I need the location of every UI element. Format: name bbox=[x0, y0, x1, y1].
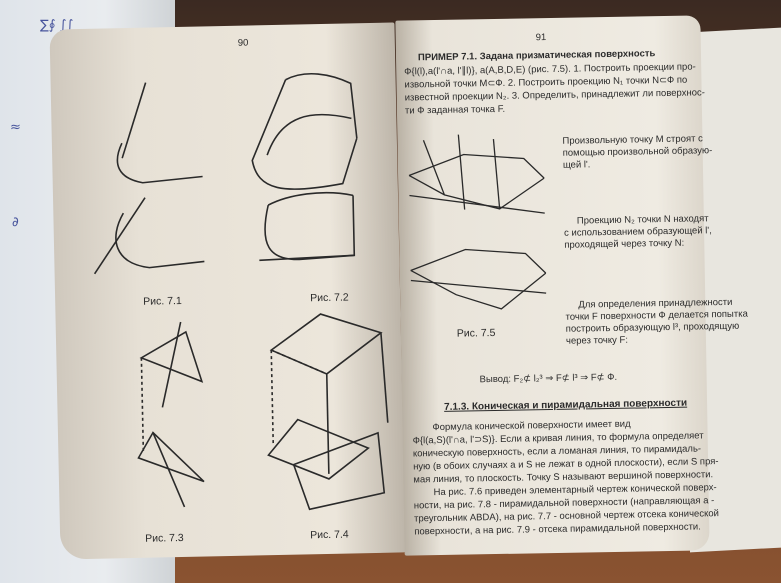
text-line-6: помощью произвольной образую- bbox=[562, 145, 713, 159]
text-line-20: ную (в обоих случаях a и S не лежат в одной плоскости), если S пря- bbox=[413, 456, 719, 473]
open-book bbox=[55, 18, 748, 558]
text-line-7: щей l'. bbox=[562, 159, 591, 171]
text-line-22: На рис. 7.6 приведен элементарный чертеж конической поверх- bbox=[433, 482, 717, 499]
handwritten-paper: ∑∮ ∫∫ ≈ ∂ bbox=[0, 0, 175, 583]
text-line-12: точки F поверхности Ф делается попытка bbox=[565, 308, 748, 323]
text-line-11: Для определения принадлежности bbox=[578, 296, 733, 311]
left-page-drawings bbox=[49, 22, 405, 559]
caption-fig-7-3: Рис. 7.3 bbox=[145, 531, 184, 545]
caption-fig-7-1: Рис. 7.1 bbox=[143, 294, 182, 308]
text-line-5: Произвольную точку M строят с bbox=[562, 133, 703, 147]
section-heading: 7.1.3. Коническая и пирамидальная поверхности bbox=[444, 397, 688, 413]
right-page-number: 91 bbox=[535, 32, 547, 44]
left-page bbox=[49, 22, 405, 559]
text-line-17: Формула конической поверхности имеет вид bbox=[432, 418, 631, 434]
text-line-18: Ф{l(a,S)(l'∩a, l'⊃S)}. Если a кривая линия, то формула определяет bbox=[412, 430, 704, 447]
conclusion-line: Вывод: F₂⊄ l₂³ ⇒ F⊄ l³ ⇒ F⊄ Ф. bbox=[479, 371, 618, 386]
caption-fig-7-2: Рис. 7.2 bbox=[310, 291, 349, 305]
right-page bbox=[395, 15, 748, 555]
text-line-8: Проекцию N₂ точки N находят bbox=[576, 213, 709, 227]
figure-7-5 bbox=[403, 118, 557, 351]
text-line-21: мая линия, то плоскость. Точку S называют вершиной поверхности. bbox=[413, 469, 714, 486]
text-line-3: известной проекции N₂. 3. Определить, принадлежит ли поверхнос- bbox=[404, 87, 705, 104]
text-line-23: ности, на рис. 7.8 - пирамидальной поверхности (направляющая a - bbox=[413, 495, 715, 512]
text-line-19: коническую поверхность, если a ломаная линия, то пирамидаль- bbox=[412, 443, 702, 460]
example-heading: ПРИМЕР 7.1. Задана призматическая поверхность bbox=[417, 48, 656, 64]
text-line-13: построить образующую l³, проходящую bbox=[565, 320, 740, 335]
text-line-24: треугольник ABDA), на рис. 7.7 - основной чертеж отсека конической bbox=[413, 508, 719, 525]
text-line-2: извольной точки M⊂Ф. 2. Построить проекцию N₁ точки N⊂Ф по bbox=[404, 74, 688, 91]
text-line-1: Ф{l(l),a(l'∩a, l'∥l)}, a(A,B,D,E) (рис. 7.5). 1. Построить проекции про- bbox=[404, 61, 696, 78]
text-line-25: поверхности, а на рис. 7.9 - отсека пирамидальной поверхности. bbox=[414, 521, 701, 538]
text-line-14: через точку F: bbox=[565, 334, 629, 347]
text-line-10: проходящей через точку N: bbox=[564, 237, 685, 251]
left-page-number: 90 bbox=[237, 37, 249, 49]
caption-fig-7-4: Рис. 7.4 bbox=[310, 528, 349, 542]
caption-fig-7-5: Рис. 7.5 bbox=[456, 327, 496, 340]
text-line-9: с использованием образующей l', bbox=[563, 225, 712, 239]
text-line-4: ти Ф заданная точка F. bbox=[404, 103, 506, 117]
